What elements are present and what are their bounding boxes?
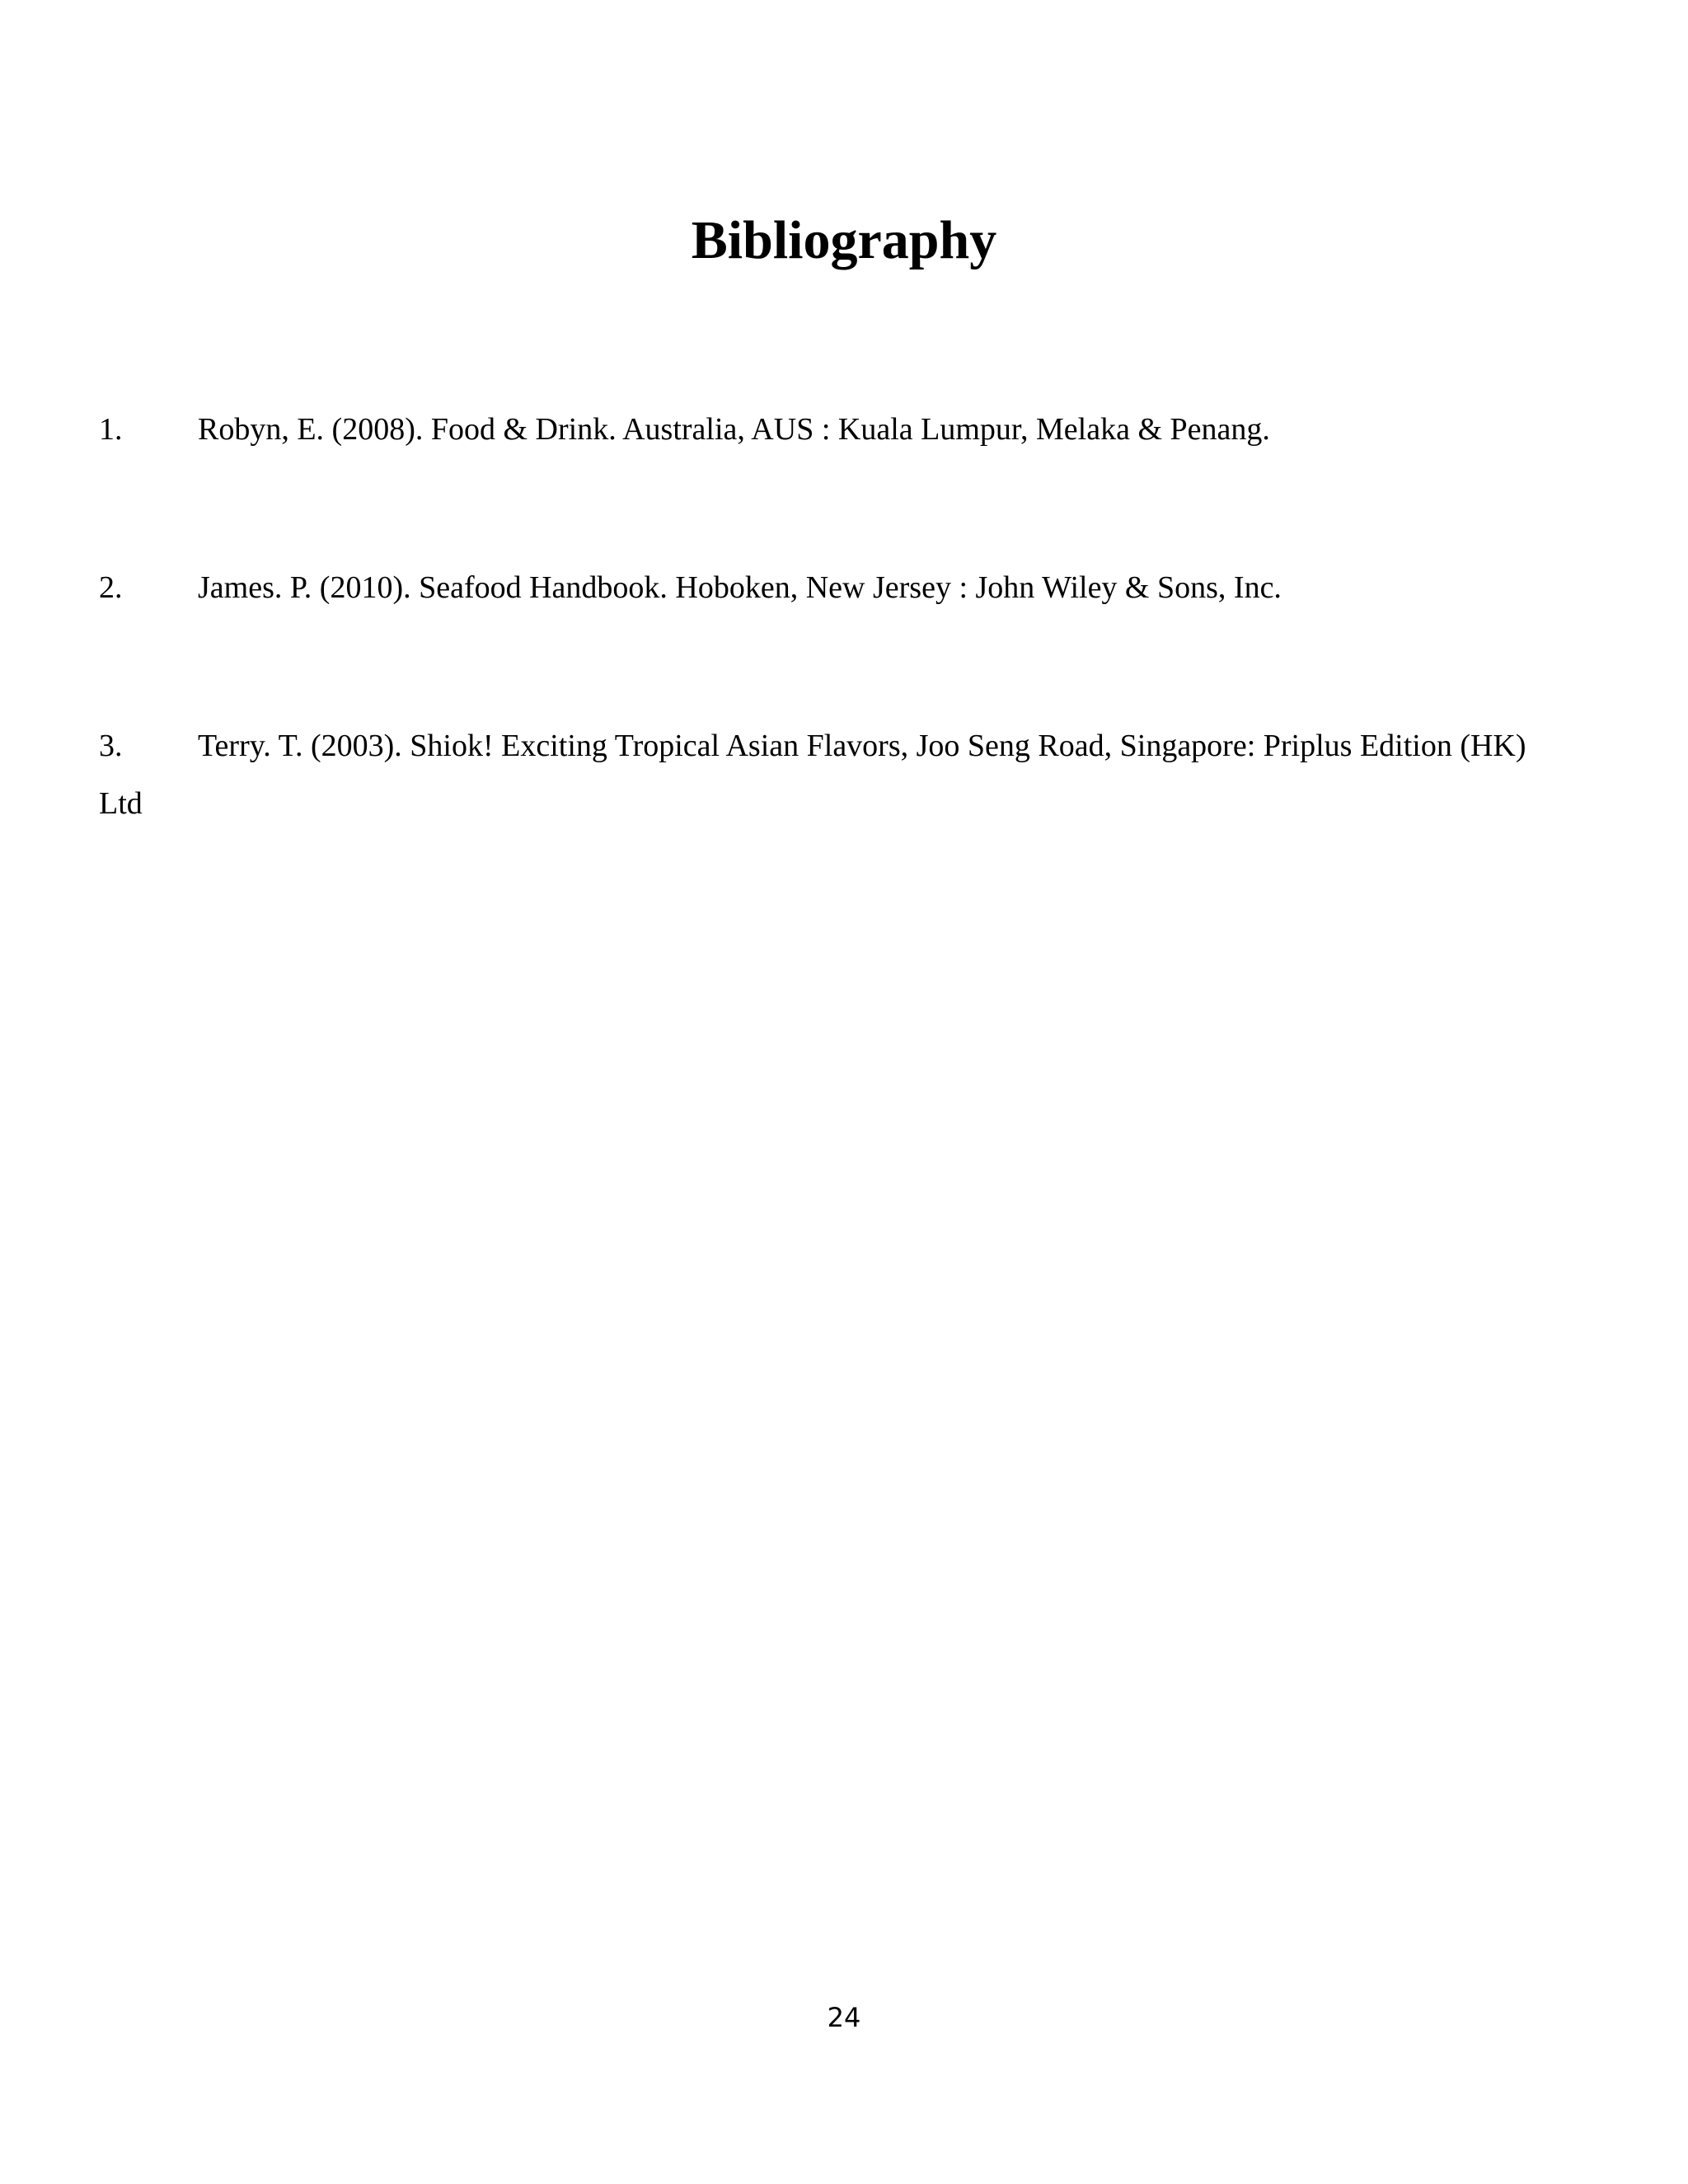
entry-number: 1. [99, 412, 123, 447]
entry-number: 3. [99, 729, 123, 763]
bibliography-entry [99, 717, 1550, 832]
entry-text: James. P. (2010). Seafood Handbook. Hoboken, New Jersey : John Wiley & Sons, Inc. [198, 570, 1282, 605]
bibliography-entry [99, 401, 1550, 458]
page-number: 24 [827, 2002, 861, 2033]
page-title: Bibliography [691, 210, 997, 270]
entry-text: Terry. T. (2003). Shiok! Exciting Tropical Asian Flavors, Joo Seng Road, Singapore: Priplus Edition (HK) Ltd [99, 729, 1526, 821]
bibliography-entry [99, 559, 1550, 616]
entry-text: Robyn, E. (2008). Food & Drink. Australia, AUS : Kuala Lumpur, Melaka & Penang. [198, 412, 1270, 447]
entry-number: 2. [99, 570, 123, 605]
